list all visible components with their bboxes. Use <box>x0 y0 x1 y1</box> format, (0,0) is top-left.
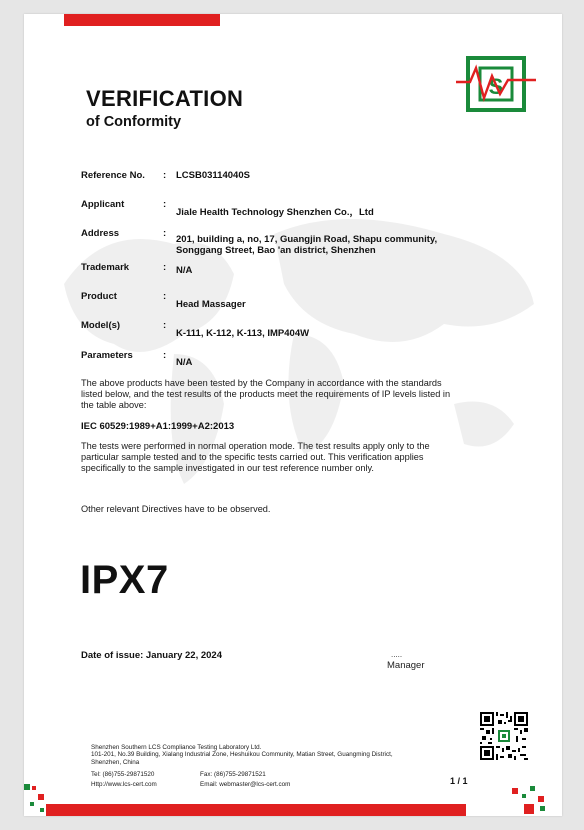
paragraph-conditions-line-2: particular sample tested and to the specific tests carried out. This verification applies <box>81 452 424 462</box>
footer-city: Shenzhen, China <box>91 758 140 766</box>
paragraph-conditions-line-3: specifically to the sample investigated in our test reference number only. <box>81 463 374 473</box>
issue-date: Date of issue: January 22, 2024 <box>81 650 222 661</box>
certificate-page <box>24 14 562 816</box>
footer-fax: Fax: (86)755-29871521 <box>200 771 266 778</box>
models-colon: : <box>163 320 167 331</box>
document-subtitle: of Conformity <box>86 114 182 130</box>
address-colon: : <box>163 228 167 239</box>
corner-square-red <box>512 788 518 794</box>
signature: ..... <box>391 650 403 659</box>
footer-address <box>91 744 393 766</box>
footer-company: Shenzhen Southern LCS Compliance Testing Laboratory Ltd. <box>91 744 262 751</box>
paragraph-conditions-line-1: The tests were performed in normal operation mode. The test results apply only to the <box>81 441 430 451</box>
parameters-colon: : <box>163 350 167 361</box>
address-label: Address <box>81 228 120 239</box>
address-line-1: 201, building a, no, 17, Guangjin Road, Shapu community, <box>176 234 438 245</box>
footer-street: 101-201, No.39 Building, Xialang Industrial Zone, Heshuikou Community, Matian Street, Guangming District, <box>91 751 393 759</box>
address-line-2: Songgang Street, Bao 'an district, Shenzhen <box>176 245 376 256</box>
reference-label: Reference No. <box>81 170 145 181</box>
parameters-label: Parameters <box>81 350 133 361</box>
qr-code-icon <box>480 712 528 760</box>
corner-square-green <box>530 786 535 791</box>
trademark-label: Trademark <box>81 262 130 273</box>
footer-tel: Tel: (86)755-29871520 <box>91 771 155 778</box>
corner-square-red <box>524 804 534 814</box>
standard-reference: IEC 60529:1989+A1:1999+A2:2013 <box>81 421 235 432</box>
paragraph-conditions <box>81 441 501 474</box>
corner-square-red <box>38 794 44 800</box>
corner-square-green <box>540 806 545 811</box>
top-red-bar <box>64 14 220 26</box>
corner-square-red <box>538 796 544 802</box>
paragraph-tested-line-1: The above products have been tested by the Company in accordance with the standards <box>81 378 442 388</box>
trademark-colon: : <box>163 262 167 273</box>
signatory-role: Manager <box>387 660 425 671</box>
product-value: Head Massager <box>176 299 246 310</box>
applicant-label: Applicant <box>81 199 125 210</box>
reference-value: LCSB03114040S <box>176 170 250 181</box>
svg-text:S: S <box>488 74 504 99</box>
parameters-value: N/A <box>176 357 193 368</box>
page-number: 1 / 1 <box>450 776 468 786</box>
corner-square-red <box>32 786 36 790</box>
corner-square-green <box>40 808 44 812</box>
reference-colon: : <box>163 170 167 181</box>
paragraph-tested-line-2: listed below, and the test results of the products meet the requirements of IP levels listed in <box>81 389 451 399</box>
footer-email[interactable]: Email: webmaster@lcs-cert.com <box>200 781 291 788</box>
footer-website[interactable]: Http://www.lcs-cert.com <box>91 781 157 788</box>
models-label: Model(s) <box>81 320 121 331</box>
corner-square-green <box>30 802 34 806</box>
product-colon: : <box>163 291 167 302</box>
lcs-logo-icon <box>456 54 536 114</box>
corner-square-green <box>24 784 30 790</box>
bottom-red-bar <box>46 804 466 816</box>
models-value: K-111, K-112, K-113, IMP404W <box>176 328 310 339</box>
corner-square-green <box>522 794 526 798</box>
document-title: VERIFICATION <box>86 86 244 111</box>
applicant-value: Jiale Health Technology Shenzhen Co.，Ltd <box>176 207 374 218</box>
paragraph-tested <box>81 378 501 411</box>
product-label: Product <box>81 291 117 302</box>
ip-rating: IPX7 <box>80 558 169 602</box>
trademark-value: N/A <box>176 265 193 276</box>
applicant-colon: : <box>163 199 167 210</box>
paragraph-tested-line-3: the table above: <box>81 400 147 410</box>
paragraph-directives: Other relevant Directives have to be observed. <box>81 504 271 514</box>
